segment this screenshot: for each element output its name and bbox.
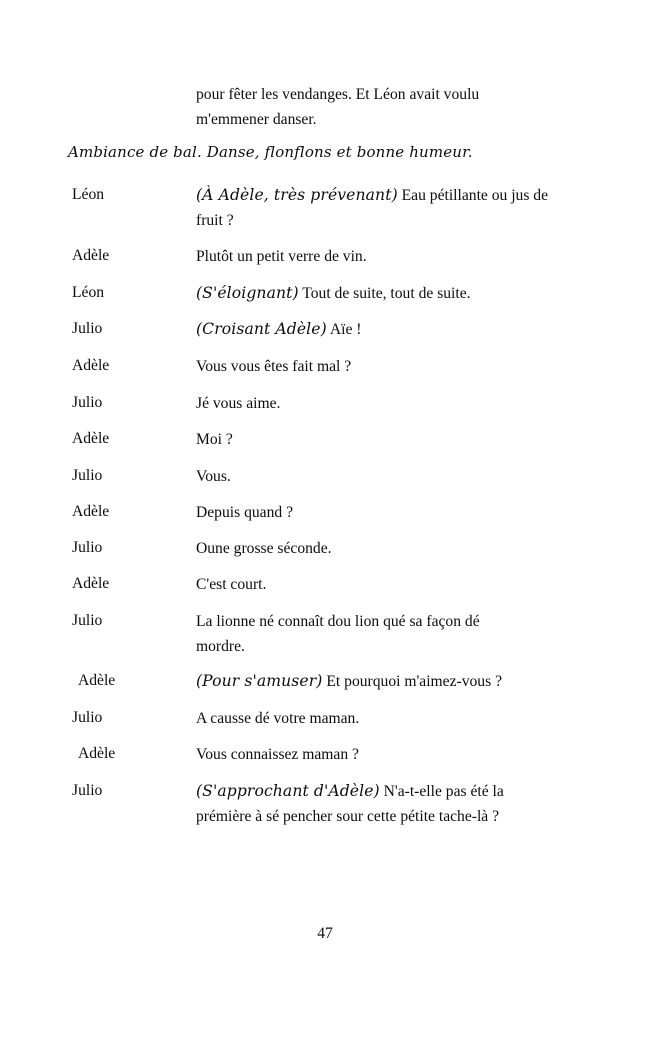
speech-text [196,609,582,659]
speech-line: La lionne né connaît dou lion qué sa façon dé [196,613,480,630]
speaker-name: Léon [72,284,105,301]
speech-text [196,391,582,416]
speech-text [196,244,582,269]
paragraph-line: pour fêter les vendanges. Et Léon avait voulu [196,86,480,103]
speaker-name: Julio [72,539,103,556]
speaker-name: Adèle [72,575,110,592]
opening-paragraph [196,82,582,132]
speech-line-text: Et pourquoi m'aimez-vous ? [326,673,502,690]
stage-direction: (Croisant Adèle) [196,320,327,338]
speech-text [196,669,582,694]
speech-line: prémière à sé pencher sour cette pétite tache-là ? [196,808,500,825]
speech-line: mordre. [196,638,245,655]
speaker-name: Julio [72,709,103,726]
speech-line [196,281,582,306]
speaker-name: Léon [72,186,105,203]
page-number: 47 [317,925,333,942]
speaker-name: Adèle [78,745,116,762]
speech-text [196,706,582,731]
speaker-name: Adèle [72,357,110,374]
scene-direction: Ambiance de bal. Danse, flonflons et bonne humeur. [68,143,473,161]
speech-line: Oune grosse séconde. [196,540,332,557]
speech-line: Vous connaissez maman ? [196,746,359,763]
speech-line: A causse dé votre maman. [196,710,360,727]
speech-text [196,183,582,233]
speech-line [196,183,582,208]
stage-direction: (À Adèle, très prévenant) [196,186,398,204]
speech-text [196,536,582,561]
speech-line: Vous. [196,468,231,485]
speech-line [196,317,582,342]
speech-line [196,779,582,804]
speaker-name: Julio [72,612,103,629]
speech-line: Moi ? [196,431,233,448]
speaker-name: Julio [72,320,103,337]
speech-text [196,354,582,379]
stage-direction: (S'éloignant) [196,284,299,302]
stage-direction: (Pour s'amuser) [196,672,323,690]
speech-line-text: N'a-t-elle pas été la [383,783,504,800]
speaker-name: Adèle [72,503,110,520]
paragraph-line: m'emmener danser. [196,111,317,128]
speech-line: Plutôt un petit verre de vin. [196,248,367,265]
stage-direction: (S'approchant d'Adèle) [196,782,380,800]
speaker-name: Julio [72,782,103,799]
speaker-name: Julio [72,394,103,411]
speech-text [196,464,582,489]
speech-text [196,500,582,525]
speaker-name: Julio [72,467,103,484]
speech-text [196,742,582,767]
speech-text [196,427,582,452]
speaker-name: Adèle [78,672,116,689]
speech-line: fruit ? [196,212,234,229]
speech-line-text: Aïe ! [329,321,362,338]
speech-line: Depuis quand ? [196,504,294,521]
speech-line-text: Tout de suite, tout de suite. [302,285,471,302]
speech-line-text: Eau pétillante ou jus de [401,187,549,204]
speech-line: C'est court. [196,576,267,593]
speech-text [196,572,582,597]
speech-line: Vous vous êtes fait mal ? [196,358,352,375]
speaker-name: Adèle [72,430,110,447]
speech-text [196,281,582,306]
speech-text [196,779,582,829]
speech-line: Jé vous aime. [196,395,281,412]
speaker-name: Adèle [72,247,110,264]
speech-text [196,317,582,342]
speech-line [196,669,582,694]
